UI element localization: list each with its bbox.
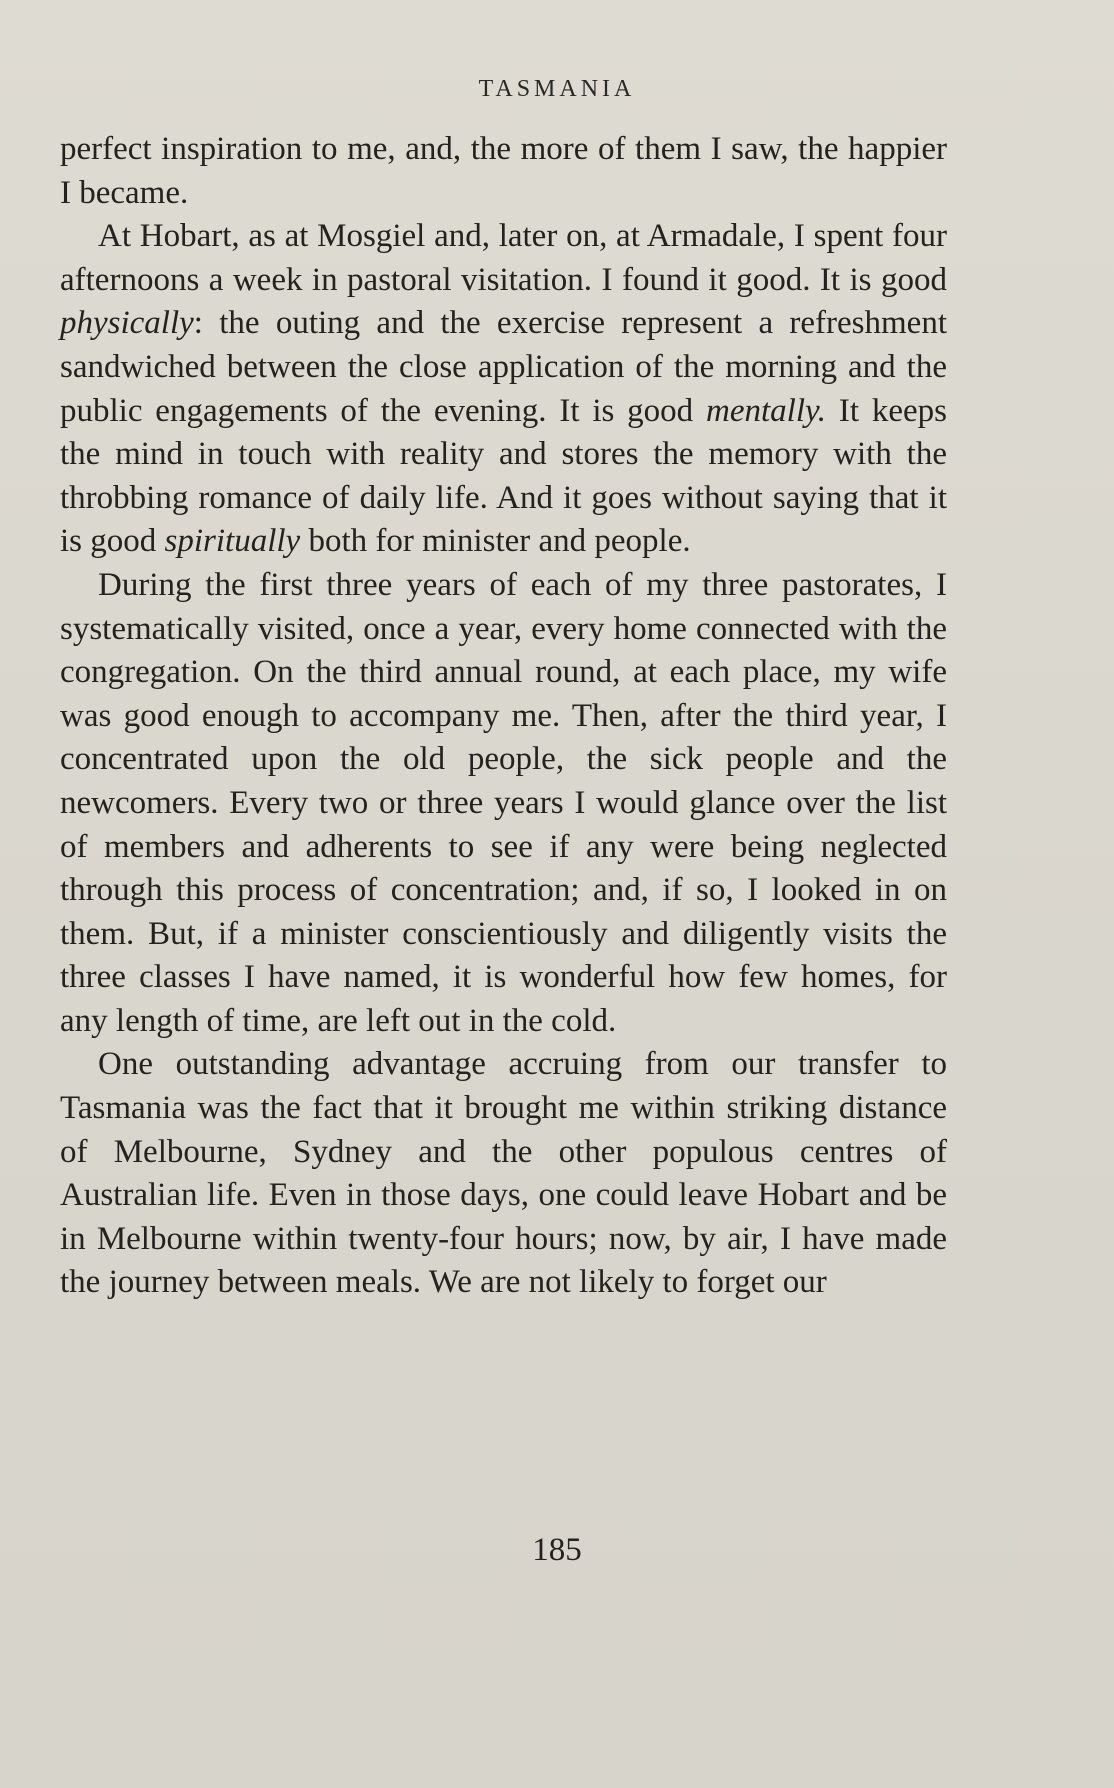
paragraph-4: One outstanding advantage accruing from our transfer to Tasmania was the fact that it brought me within striking distance of Melbourne, Sydney and the other populous centres of Australian life. Even in those days, one could leave Hobart and be in Melbourne within twenty-four hours; now, by air, I have made the journey between meals. We are not likely to forget our (60, 1046, 947, 1301)
paragraph-2-part-d: both for minister and people. (300, 523, 691, 560)
paragraph-2-part-b: : the outing and the exercise represent a refreshment sandwiched between the close application of the morning and the public engagements of the evening. It is good (60, 305, 947, 429)
paragraph-3: During the first three years of each of my three pastorates, I systematically visited, once a year, every home connected with the congregation. On the third annual round, at each place, my wife was good enough to accompany me. Then, after the third year, I concentrated upon the old people, the sick people and the newcomers. Every two or three years I would glance over the list of members and adherents to see if any were being neglected through this process of concentration; and, if so, I looked in on them. But, if a minister conscientiously and diligently visits the three classes I have named, it is wonderful how few homes, for any length of time, are left out in the cold. (60, 566, 947, 1039)
page-number: 185 (532, 1532, 582, 1568)
italic-physically: physically (60, 305, 194, 342)
italic-mentally: mentally. (706, 392, 827, 429)
paragraph-1: perfect inspiration to me, and, the more of them I saw, the happier I became. (60, 131, 947, 211)
paragraph-2 (60, 215, 947, 564)
paragraph-2-part-c: It keeps the mind in touch with reality and stores the memory with the throbbing romance of daily life. And it goes without saying that it is good (60, 392, 947, 560)
body-text (60, 128, 947, 1305)
running-head: TASMANIA (478, 76, 636, 102)
italic-spiritually: spiritually (164, 523, 301, 560)
paragraph-2-part-a: At Hobart, as at Mosgiel and, later on, at Armadale, I spent four afternoons a week in pastoral visitation. I found it good. It is good (60, 218, 947, 298)
